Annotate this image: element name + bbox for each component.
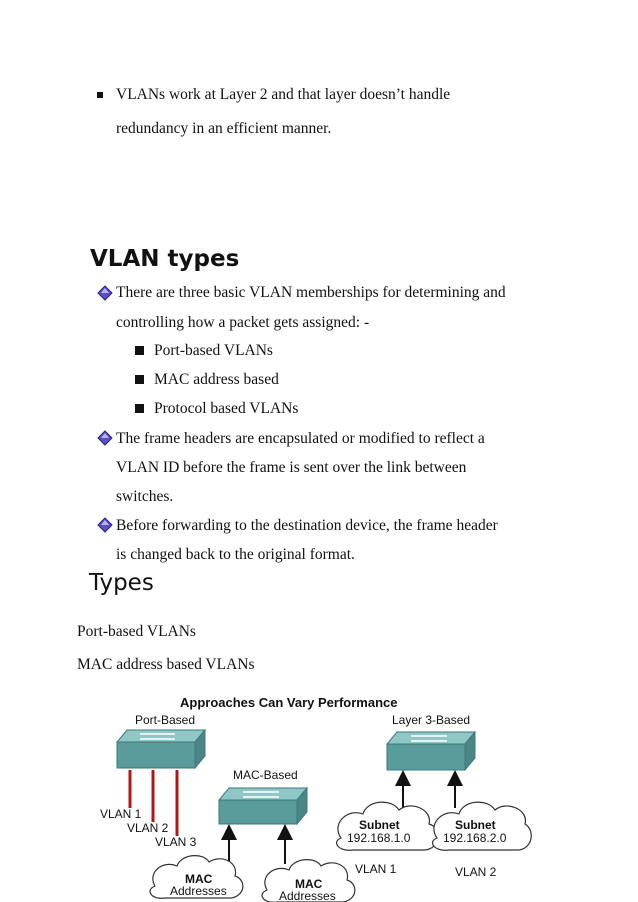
types-heading: Types: [89, 570, 154, 596]
vlan-types-heading: VLAN types: [90, 246, 240, 272]
port-based-label: Port-Based: [135, 713, 196, 727]
vlan-approaches-diagram: [95, 690, 535, 902]
point3-line1: Before forwarding to the destination device, the frame header: [116, 517, 498, 534]
layer3-switch-icon: [387, 732, 475, 770]
point3-line2: is changed back to the original format.: [116, 546, 355, 563]
point1-line2: controlling how a packet gets assigned: -: [116, 314, 370, 331]
diagram-title: Approaches Can Vary Performance: [180, 695, 398, 710]
port-based-switch-icon: [117, 730, 205, 768]
diamond-bullet-icon: [97, 517, 113, 533]
intro-bullet-line2: redundancy in an efficient manner.: [116, 120, 332, 137]
subitem-mac-based: MAC address based: [154, 371, 279, 388]
point2-line2: VLAN ID before the frame is sent over the link between: [116, 459, 467, 476]
mac-based-switch-icon: [219, 788, 307, 824]
subitem-square: [135, 375, 144, 384]
subnet1-address: 192.168.1.0: [347, 831, 411, 845]
vlan1-label: VLAN 1: [100, 807, 142, 821]
types-line1: Port-based VLANs: [77, 623, 196, 640]
subnet2-vlan-label: VLAN 2: [455, 865, 497, 879]
mac-cloud-left-line1: MAC: [185, 872, 213, 886]
subitem-port-based: Port-based VLANs: [154, 342, 273, 359]
mac-based-label: MAC-Based: [233, 768, 298, 782]
mac-cloud-right-line1: MAC: [295, 877, 323, 891]
diamond-bullet-icon: [97, 430, 113, 446]
mac-cloud-left: [150, 856, 243, 899]
diamond-bullet-icon: [97, 285, 113, 301]
intro-bullet-line1: VLANs work at Layer 2 and that layer doesn’t handle: [116, 86, 451, 103]
subnet-cloud-2: [433, 802, 532, 850]
vlan2-label: VLAN 2: [127, 821, 169, 835]
point2-line3: switches.: [116, 488, 174, 505]
subitem-protocol-based: Protocol based VLANs: [154, 400, 299, 417]
point2-line1: The frame headers are encapsulated or modified to reflect a: [116, 430, 485, 447]
layer3-label: Layer 3-Based: [392, 713, 471, 727]
mac-cloud-right-line2: Addresses: [279, 889, 336, 902]
vlan3-label: VLAN 3: [155, 835, 197, 849]
subitem-square: [135, 404, 144, 413]
types-line2: MAC address based VLANs: [77, 656, 255, 673]
mac-cloud-left-line2: Addresses: [170, 884, 227, 898]
bullet-square: [97, 92, 103, 98]
point1-line1: There are three basic VLAN memberships for determining and: [116, 284, 506, 301]
subnet2-title: Subnet: [455, 818, 496, 832]
subnet1-title: Subnet: [359, 818, 400, 832]
subnet2-address: 192.168.2.0: [443, 831, 507, 845]
subitem-square: [135, 346, 144, 355]
subnet-cloud-1: [337, 802, 439, 850]
mac-cloud-right: [262, 860, 355, 902]
subnet1-vlan-label: VLAN 1: [355, 862, 397, 876]
